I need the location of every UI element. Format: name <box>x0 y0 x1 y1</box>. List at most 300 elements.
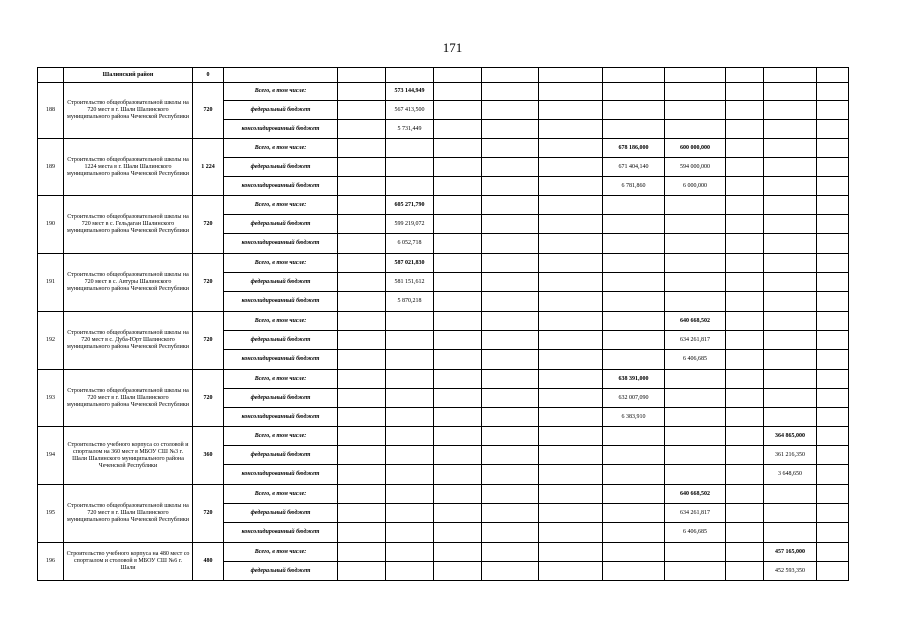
value-cell <box>482 389 539 408</box>
value-cell <box>539 292 603 312</box>
value-cell <box>665 370 726 389</box>
value-cell <box>338 83 386 101</box>
value-cell <box>817 158 849 177</box>
value-cell <box>726 408 764 427</box>
value-cell <box>338 427 386 446</box>
value-cell <box>726 83 764 101</box>
value-cell: 678 186,000 <box>603 139 665 158</box>
object-name: Строительство общеобразовательной школы на 720 мест в г. Шали Шалинского муниципального района Чеченской Республики <box>64 370 193 427</box>
funding-source: федеральный бюджет <box>224 446 338 465</box>
value-cell <box>726 273 764 292</box>
value-cell <box>726 562 764 581</box>
value-cell <box>603 485 665 504</box>
value-cell: 600 000,000 <box>665 139 726 158</box>
value-cell <box>338 370 386 389</box>
value-cell <box>603 273 665 292</box>
row-number: 196 <box>38 543 64 581</box>
value-cell <box>434 273 482 292</box>
funding-source: федеральный бюджет <box>224 215 338 234</box>
value-cell <box>817 389 849 408</box>
value-cell: 587 021,830 <box>386 254 434 273</box>
value-cell <box>338 101 386 120</box>
value-cell <box>386 562 434 581</box>
value-cell <box>817 523 849 543</box>
value-cell <box>817 408 849 427</box>
value-cell <box>434 101 482 120</box>
value-cell <box>539 543 603 562</box>
table-row <box>38 370 849 389</box>
value-cell <box>726 234 764 254</box>
value-cell <box>482 273 539 292</box>
value-cell <box>817 273 849 292</box>
value-cell <box>726 139 764 158</box>
value-cell <box>434 83 482 101</box>
value-cell <box>817 196 849 215</box>
value-cell <box>539 446 603 465</box>
value-cell <box>539 370 603 389</box>
value-cell <box>539 408 603 427</box>
funding-source: федеральный бюджет <box>224 158 338 177</box>
value-cell: 634 261,817 <box>665 504 726 523</box>
value-cell <box>434 215 482 234</box>
value-cell <box>482 292 539 312</box>
value-cell <box>817 370 849 389</box>
funding-source: консолидированный бюджет <box>224 234 338 254</box>
value-cell <box>603 292 665 312</box>
value-cell <box>338 350 386 370</box>
value-cell <box>603 350 665 370</box>
value-cell <box>539 485 603 504</box>
value-cell: 3 648,650 <box>764 465 817 485</box>
value-cell <box>764 312 817 331</box>
value-cell <box>338 523 386 543</box>
funding-source: Всего, в том числе: <box>224 139 338 158</box>
value-cell <box>539 562 603 581</box>
value-cell <box>386 543 434 562</box>
value-cell <box>603 523 665 543</box>
value-cell <box>665 408 726 427</box>
value-cell <box>665 292 726 312</box>
value-cell <box>434 523 482 543</box>
value-cell <box>603 120 665 139</box>
value-cell <box>338 312 386 331</box>
value-cell <box>434 446 482 465</box>
value-cell <box>539 196 603 215</box>
funding-source: консолидированный бюджет <box>224 292 338 312</box>
value-cell <box>434 158 482 177</box>
value-cell <box>482 312 539 331</box>
value-cell <box>338 292 386 312</box>
value-cell <box>386 370 434 389</box>
table-row <box>38 543 849 562</box>
value-cell <box>665 83 726 101</box>
value-cell <box>817 331 849 350</box>
funding-source: федеральный бюджет <box>224 389 338 408</box>
capacity: 720 <box>193 370 224 427</box>
funding-source: Всего, в том числе: <box>224 312 338 331</box>
value-cell: 605 271,790 <box>386 196 434 215</box>
value-cell <box>817 292 849 312</box>
value-cell: 567 413,500 <box>386 101 434 120</box>
table-row <box>38 312 849 331</box>
value-cell <box>603 465 665 485</box>
value-cell <box>434 120 482 139</box>
section-capacity: 0 <box>193 68 224 83</box>
row-number: 193 <box>38 370 64 427</box>
value-cell <box>817 234 849 254</box>
value-cell <box>482 196 539 215</box>
capacity: 480 <box>193 543 224 581</box>
funding-source: консолидированный бюджет <box>224 523 338 543</box>
value-cell <box>482 158 539 177</box>
value-cell: 361 216,350 <box>764 446 817 465</box>
value-cell <box>338 139 386 158</box>
value-cell <box>726 389 764 408</box>
value-cell: 638 391,000 <box>603 370 665 389</box>
funding-source: федеральный бюджет <box>224 273 338 292</box>
object-name: Строительство общеобразовательной школы на 720 мест в г. Шали Шалинского муниципального района Чеченской Республики <box>64 83 193 139</box>
value-cell: 5 870,218 <box>386 292 434 312</box>
value-cell <box>539 139 603 158</box>
value-cell <box>665 543 726 562</box>
value-cell <box>539 120 603 139</box>
funding-source: федеральный бюджет <box>224 562 338 581</box>
value-cell: 6 383,910 <box>603 408 665 427</box>
value-cell <box>539 389 603 408</box>
capacity: 1 224 <box>193 139 224 196</box>
section-name: Шалинский район <box>64 68 193 83</box>
value-cell <box>434 504 482 523</box>
value-cell <box>726 543 764 562</box>
value-cell <box>386 485 434 504</box>
value-cell: 6 406,685 <box>665 350 726 370</box>
value-cell <box>338 446 386 465</box>
value-cell <box>386 408 434 427</box>
value-cell <box>386 504 434 523</box>
value-cell <box>539 273 603 292</box>
value-cell <box>726 427 764 446</box>
value-cell: 632 007,090 <box>603 389 665 408</box>
value-cell <box>764 254 817 273</box>
value-cell <box>726 254 764 273</box>
value-cell <box>726 370 764 389</box>
value-cell: 457 165,000 <box>764 543 817 562</box>
value-cell <box>764 523 817 543</box>
value-cell <box>817 83 849 101</box>
value-cell <box>726 331 764 350</box>
value-cell: 364 865,000 <box>764 427 817 446</box>
value-cell <box>338 196 386 215</box>
value-cell <box>665 215 726 234</box>
value-cell <box>603 427 665 446</box>
value-cell <box>764 292 817 312</box>
value-cell <box>665 234 726 254</box>
value-cell: 573 144,949 <box>386 83 434 101</box>
value-cell: 5 731,449 <box>386 120 434 139</box>
row-number: 195 <box>38 485 64 543</box>
object-name: Строительство учебного корпуса со столовой и спортзалом на 360 мест в МБОУ СШ №3 г. Шали Шалинского муниципального района Чеченской Республики <box>64 427 193 485</box>
object-name: Строительство общеобразовательной школы на 720 мест в г. Шали Шалинского муниципального района Чеченской Республики <box>64 485 193 543</box>
value-cell <box>726 177 764 196</box>
value-cell <box>482 234 539 254</box>
value-cell <box>539 101 603 120</box>
value-cell <box>817 254 849 273</box>
row-number: 191 <box>38 254 64 312</box>
value-cell <box>482 504 539 523</box>
value-cell <box>482 485 539 504</box>
value-cell <box>726 350 764 370</box>
value-cell <box>539 158 603 177</box>
row-number: 188 <box>38 83 64 139</box>
value-cell <box>338 331 386 350</box>
value-cell <box>603 83 665 101</box>
value-cell <box>764 177 817 196</box>
value-cell <box>338 254 386 273</box>
value-cell <box>817 446 849 465</box>
value-cell <box>665 101 726 120</box>
value-cell <box>603 312 665 331</box>
value-cell <box>386 427 434 446</box>
funding-source: Всего, в том числе: <box>224 370 338 389</box>
value-cell: 671 404,140 <box>603 158 665 177</box>
value-cell <box>482 120 539 139</box>
value-cell <box>434 234 482 254</box>
value-cell <box>603 504 665 523</box>
value-cell <box>482 427 539 446</box>
value-cell <box>434 139 482 158</box>
value-cell <box>434 196 482 215</box>
object-name: Строительство общеобразовательной школы на 720 мест в с. Автуры Шалинского муниципального района Чеченской Республики <box>64 254 193 312</box>
value-cell <box>386 389 434 408</box>
value-cell <box>539 331 603 350</box>
value-cell <box>726 446 764 465</box>
budget-table <box>37 67 849 581</box>
value-cell <box>434 370 482 389</box>
value-cell <box>817 120 849 139</box>
value-cell <box>338 273 386 292</box>
value-cell <box>817 350 849 370</box>
value-cell <box>726 523 764 543</box>
value-cell <box>482 177 539 196</box>
value-cell <box>482 83 539 101</box>
value-cell <box>665 427 726 446</box>
value-cell <box>764 504 817 523</box>
value-cell <box>434 465 482 485</box>
value-cell <box>665 562 726 581</box>
table-row <box>38 196 849 215</box>
value-cell <box>817 543 849 562</box>
value-cell: 640 668,502 <box>665 312 726 331</box>
value-cell <box>434 292 482 312</box>
value-cell <box>482 543 539 562</box>
value-cell <box>665 254 726 273</box>
row-number: 189 <box>38 139 64 196</box>
value-cell <box>434 312 482 331</box>
object-name: Строительство общеобразовательной школы на 720 мест в с. Гельдаган Шалинского муниципального района Чеченской Республики <box>64 196 193 254</box>
funding-source: консолидированный бюджет <box>224 408 338 427</box>
value-cell <box>338 120 386 139</box>
value-cell <box>539 523 603 543</box>
table-row <box>38 485 849 504</box>
value-cell <box>434 350 482 370</box>
object-name: Строительство общеобразовательной школы на 1224 места в г. Шали Шалинского муниципального района Чеченской Республики <box>64 139 193 196</box>
value-cell <box>603 101 665 120</box>
value-cell <box>764 273 817 292</box>
value-cell <box>603 234 665 254</box>
value-cell: 6 052,718 <box>386 234 434 254</box>
object-name: Строительство учебного корпуса на 480 мест со спортзалом и столовой в МБОУ СШ №6 г. Шали <box>64 543 193 581</box>
value-cell <box>764 158 817 177</box>
value-cell <box>603 331 665 350</box>
value-cell <box>726 101 764 120</box>
value-cell <box>482 465 539 485</box>
value-cell <box>539 83 603 101</box>
value-cell <box>817 465 849 485</box>
funding-source: Всего, в том числе: <box>224 485 338 504</box>
value-cell <box>539 427 603 446</box>
value-cell <box>817 177 849 196</box>
funding-source: консолидированный бюджет <box>224 120 338 139</box>
value-cell <box>539 215 603 234</box>
value-cell <box>603 562 665 581</box>
value-cell <box>764 120 817 139</box>
value-cell: 581 151,612 <box>386 273 434 292</box>
row-number: 190 <box>38 196 64 254</box>
table-body <box>38 68 849 581</box>
value-cell <box>726 215 764 234</box>
value-cell <box>726 312 764 331</box>
value-cell <box>539 312 603 331</box>
value-cell <box>539 350 603 370</box>
value-cell <box>338 215 386 234</box>
value-cell <box>386 177 434 196</box>
value-cell <box>386 312 434 331</box>
value-cell <box>386 446 434 465</box>
funding-source: Всего, в том числе: <box>224 196 338 215</box>
value-cell <box>603 196 665 215</box>
value-cell <box>726 292 764 312</box>
value-cell <box>817 215 849 234</box>
value-cell <box>726 120 764 139</box>
value-cell <box>764 139 817 158</box>
value-cell <box>764 389 817 408</box>
value-cell <box>665 389 726 408</box>
capacity: 720 <box>193 196 224 254</box>
table-row <box>38 427 849 446</box>
value-cell <box>482 562 539 581</box>
value-cell <box>764 215 817 234</box>
value-cell <box>764 408 817 427</box>
value-cell <box>386 331 434 350</box>
row-number: 194 <box>38 427 64 485</box>
value-cell <box>539 465 603 485</box>
value-cell <box>482 350 539 370</box>
page-number: 171 <box>442 40 463 55</box>
value-cell <box>482 215 539 234</box>
value-cell <box>603 215 665 234</box>
value-cell <box>764 196 817 215</box>
capacity: 720 <box>193 312 224 370</box>
value-cell <box>726 158 764 177</box>
capacity: 720 <box>193 83 224 139</box>
value-cell <box>603 543 665 562</box>
value-cell <box>726 465 764 485</box>
value-cell: 6 406,685 <box>665 523 726 543</box>
table-row <box>38 254 849 273</box>
value-cell <box>764 350 817 370</box>
funding-source: Всего, в том числе: <box>224 254 338 273</box>
value-cell: 452 593,350 <box>764 562 817 581</box>
capacity: 720 <box>193 485 224 543</box>
value-cell <box>665 273 726 292</box>
value-cell <box>726 485 764 504</box>
value-cell <box>338 543 386 562</box>
table-row <box>38 83 849 101</box>
capacity: 720 <box>193 254 224 312</box>
row-number: 192 <box>38 312 64 370</box>
funding-source: Всего, в том числе: <box>224 83 338 101</box>
value-cell <box>764 234 817 254</box>
value-cell <box>817 504 849 523</box>
value-cell <box>338 485 386 504</box>
value-cell <box>386 158 434 177</box>
value-cell <box>434 389 482 408</box>
value-cell <box>434 254 482 273</box>
value-cell <box>434 543 482 562</box>
value-cell <box>386 350 434 370</box>
value-cell <box>665 196 726 215</box>
value-cell: 634 261,817 <box>665 331 726 350</box>
value-cell <box>338 389 386 408</box>
value-cell <box>338 177 386 196</box>
value-cell <box>817 485 849 504</box>
value-cell <box>539 504 603 523</box>
value-cell <box>338 408 386 427</box>
value-cell <box>434 485 482 504</box>
value-cell <box>817 427 849 446</box>
value-cell: 6 781,860 <box>603 177 665 196</box>
funding-source: Всего, в том числе: <box>224 427 338 446</box>
value-cell <box>817 562 849 581</box>
value-cell <box>482 331 539 350</box>
value-cell: 640 668,502 <box>665 485 726 504</box>
value-cell <box>482 370 539 389</box>
value-cell: 599 219,072 <box>386 215 434 234</box>
value-cell <box>386 465 434 485</box>
value-cell <box>817 312 849 331</box>
value-cell <box>434 427 482 446</box>
value-cell <box>482 408 539 427</box>
value-cell <box>482 523 539 543</box>
value-cell <box>434 177 482 196</box>
table-row <box>38 139 849 158</box>
section-row <box>38 68 849 83</box>
value-cell <box>338 562 386 581</box>
value-cell: 594 000,000 <box>665 158 726 177</box>
value-cell <box>764 370 817 389</box>
value-cell <box>764 83 817 101</box>
funding-source: федеральный бюджет <box>224 331 338 350</box>
value-cell <box>726 196 764 215</box>
value-cell <box>434 408 482 427</box>
capacity: 360 <box>193 427 224 485</box>
value-cell: 6 000,000 <box>665 177 726 196</box>
value-cell <box>764 485 817 504</box>
value-cell <box>817 101 849 120</box>
value-cell <box>665 446 726 465</box>
value-cell <box>764 101 817 120</box>
value-cell <box>386 523 434 543</box>
